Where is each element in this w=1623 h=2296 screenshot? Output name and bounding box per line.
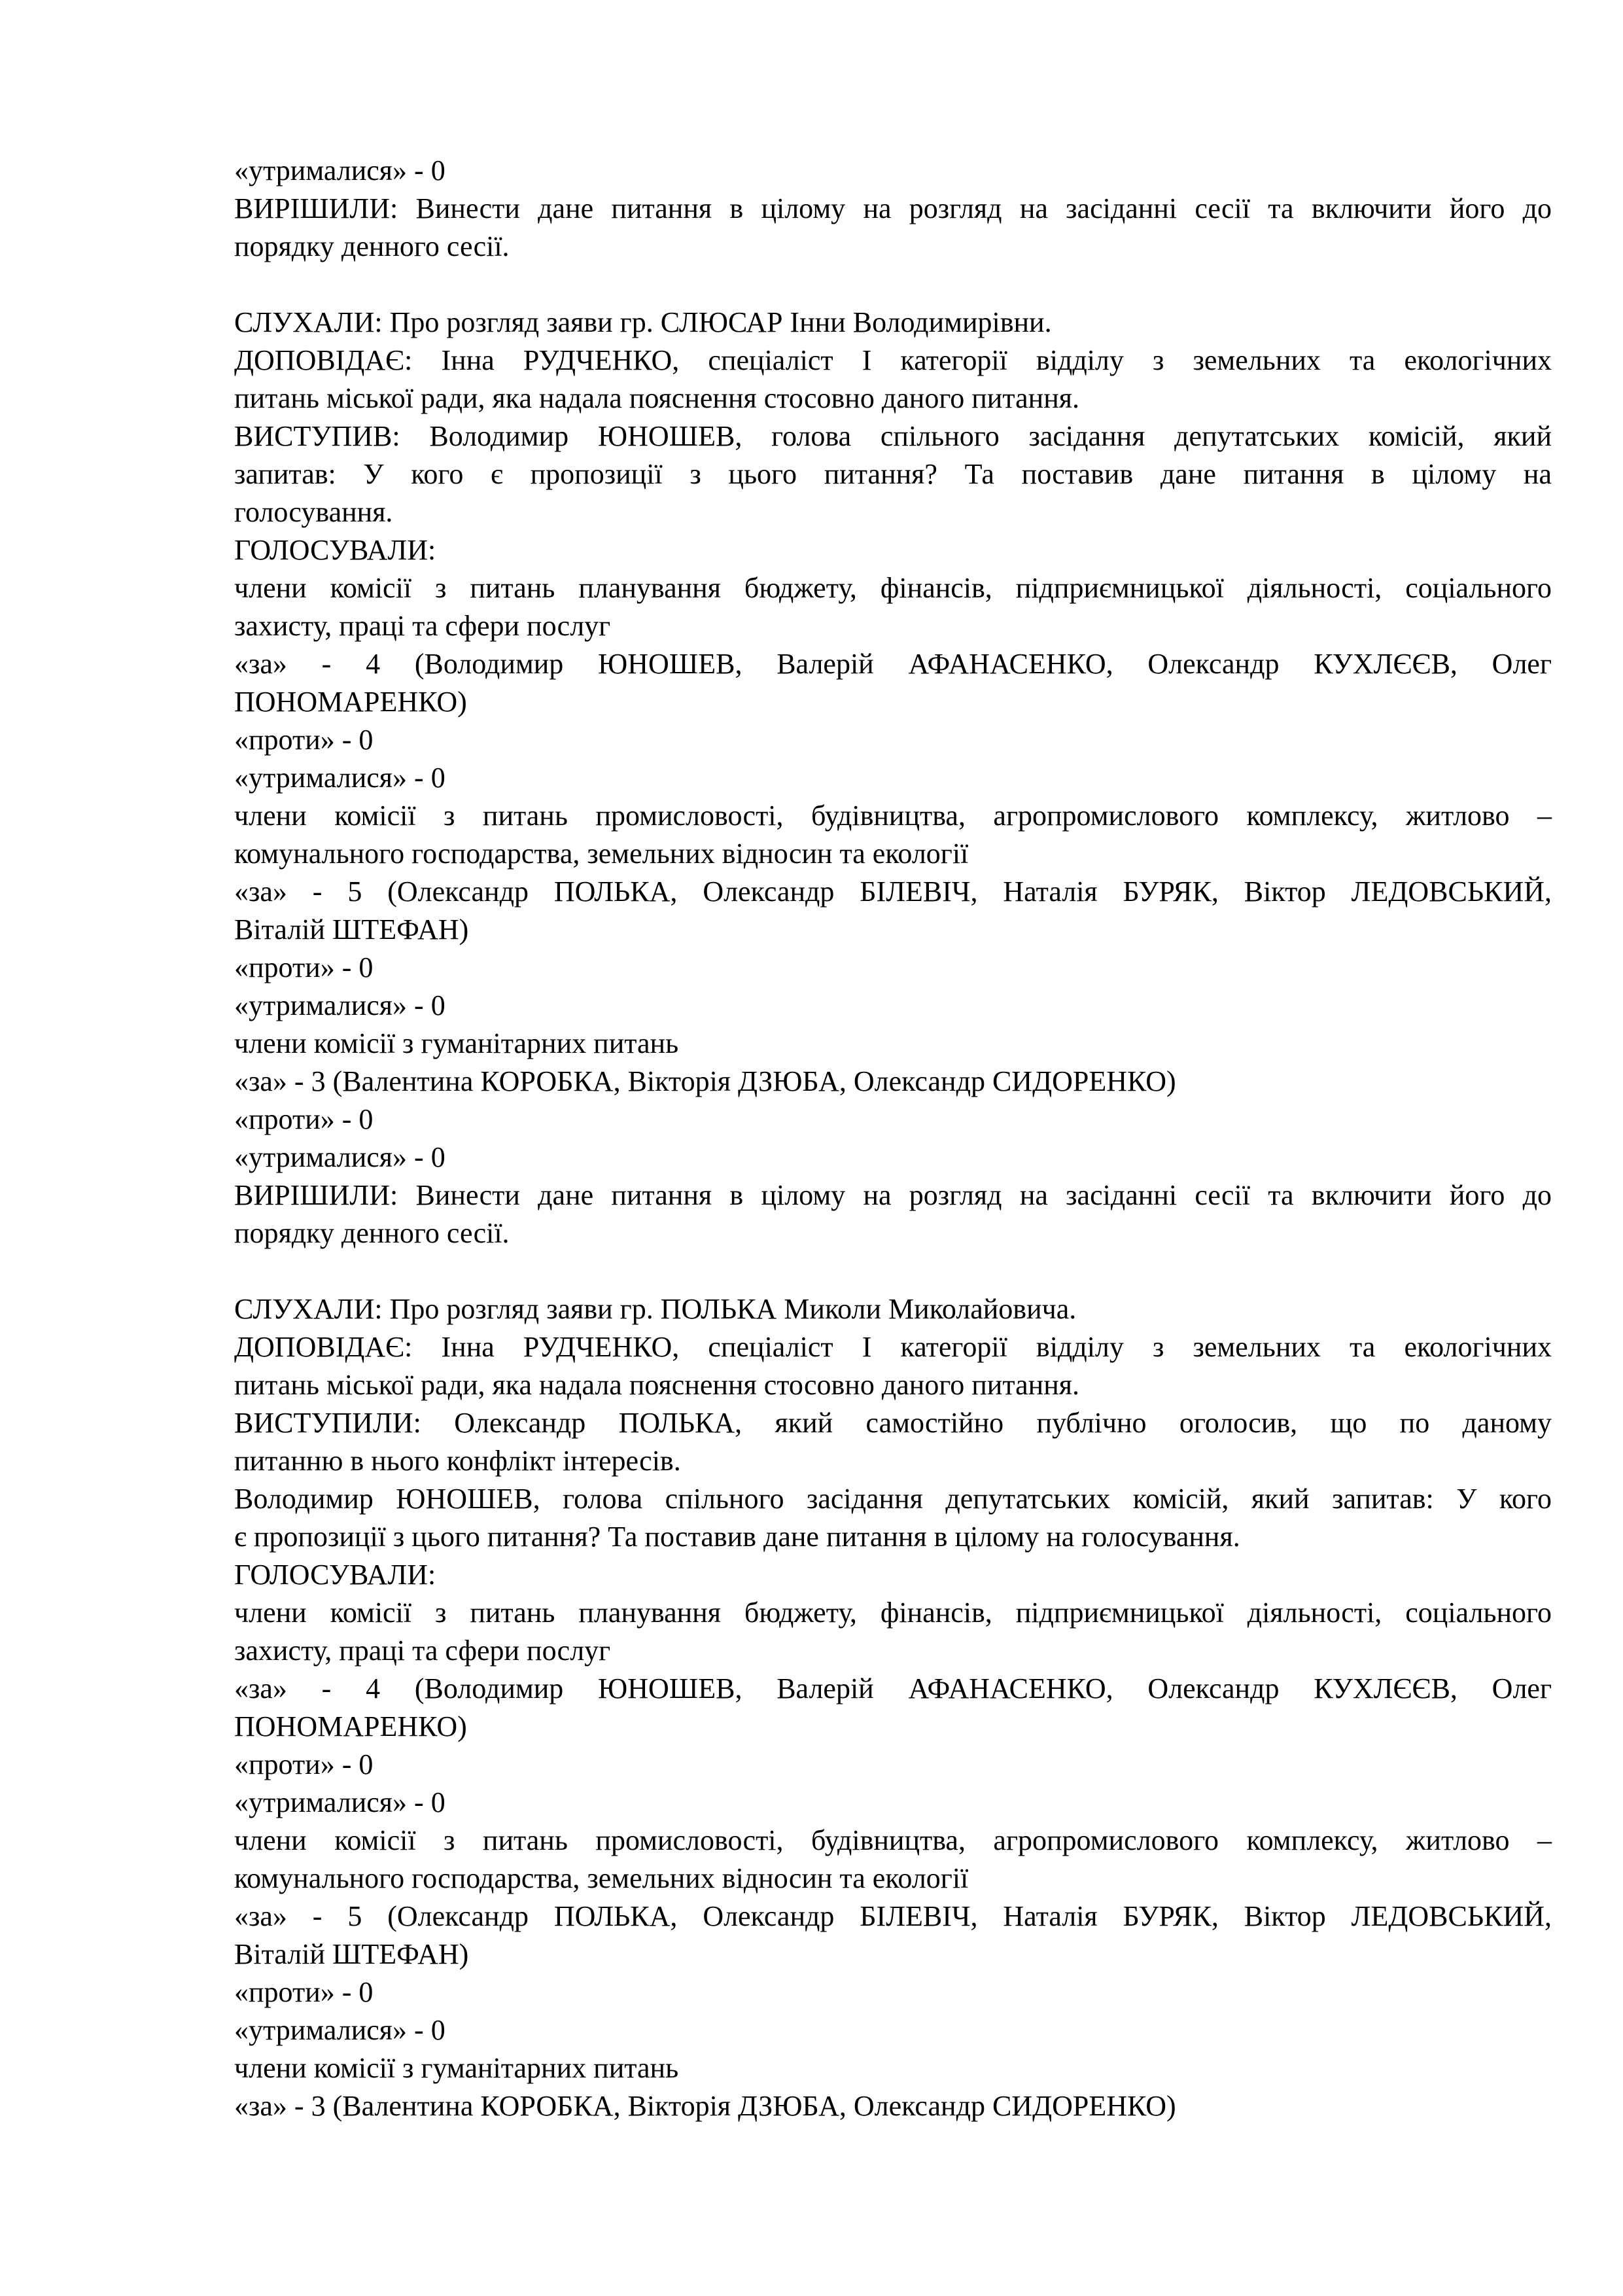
heard-line: СЛУХАЛИ: Про розгляд заяви гр. ПОЛЬКА Миколи Миколайовича. (234, 1293, 1077, 1325)
speaker-line: є пропозиції з цього питання? Та поставив дане питання в цілому на голосування. (234, 1521, 1240, 1553)
paragraph-spacer (234, 266, 1552, 304)
heard-line: СЛУХАЛИ: Про розгляд заяви гр. СЛЮСАР Інни Володимирівни. (234, 306, 1052, 338)
decision-line: порядку денного сесії. (234, 230, 510, 262)
decision-line: ВИРІШИЛИ: Винести дане питання в цілому на розгляд на засіданні сесії та включити його до (234, 1179, 1552, 1211)
reporter-line: ДОПОВІДАЄ: Інна РУДЧЕНКО, спеціаліст І категорії відділу з земельних та екологічних (234, 1331, 1552, 1363)
vote-for-line: ПОНОМАРЕНКО) (234, 686, 467, 718)
vote-for-line: «за» - 3 (Валентина КОРОБКА, Вікторія ДЗЮБА, Олександр СИДОРЕНКО) (234, 1065, 1176, 1097)
vote-abstain-line: «утрималися» - 0 (234, 2014, 445, 2046)
vote-against-line: «проти» - 0 (234, 724, 374, 756)
committee-line: захисту, праці та сфери послуг (234, 1634, 611, 1667)
vote-against-line: «проти» - 0 (234, 1748, 374, 1780)
voted-heading: ГОЛОСУВАЛИ: (234, 534, 436, 566)
committee-line: члени комісії з питань планування бюджету, фінансів, підприємницької діяльності, соціального (234, 572, 1552, 604)
paragraph-spacer (234, 1252, 1552, 1290)
speaker-line: запитав: У кого є пропозиції з цього питання? Та поставив дане питання в цілому на (234, 458, 1552, 490)
vote-against-line: «проти» - 0 (234, 951, 374, 983)
reporter-line: ДОПОВІДАЄ: Інна РУДЧЕНКО, спеціаліст І категорії відділу з земельних та екологічних (234, 344, 1552, 376)
reporter-line: питань міської ради, яка надала пояснення стосовно даного питання. (234, 1369, 1079, 1401)
committee-line: члени комісії з питань промисловості, будівництва, агропромислового комплексу, житлово – (234, 800, 1552, 832)
committee-line: захисту, праці та сфери послуг (234, 610, 611, 642)
committee-line: комунального господарства, земельних відносин та екології (234, 1862, 969, 1894)
vote-for-line: «за» - 4 (Володимир ЮНОШЕВ, Валерій АФАНАСЕНКО, Олександр КУХЛЄЄВ, Олег (234, 648, 1552, 680)
vote-against-line: «проти» - 0 (234, 1976, 374, 2008)
committee-line: члени комісії з питань промисловості, будівництва, агропромислового комплексу, житлово – (234, 1824, 1552, 1856)
vote-for-line: «за» - 3 (Валентина КОРОБКА, Вікторія ДЗЮБА, Олександр СИДОРЕНКО) (234, 2090, 1176, 2122)
vote-for-line: «за» - 4 (Володимир ЮНОШЕВ, Валерій АФАНАСЕНКО, Олександр КУХЛЄЄВ, Олег (234, 1672, 1552, 1704)
committee-line: члени комісії з гуманітарних питань (234, 2052, 679, 2084)
reporter-line: питань міської ради, яка надала пояснення стосовно даного питання. (234, 382, 1079, 414)
speaker-line: Володимир ЮНОШЕВ, голова спільного засідання депутатських комісій, який запитав: У кого (234, 1483, 1552, 1515)
committee-line: члени комісії з питань планування бюджету, фінансів, підприємницької діяльності, соціального (234, 1597, 1552, 1629)
vote-abstain-line: «утрималися» - 0 (234, 989, 445, 1021)
vote-abstain-line: «утрималися» - 0 (234, 1141, 445, 1173)
vote-for-line: Віталій ШТЕФАН) (234, 1938, 469, 1970)
vote-against-line: «проти» - 0 (234, 1103, 374, 1135)
vote-abstain-line: «утрималися» - 0 (234, 1786, 445, 1818)
speaker-line: питанню в нього конфлікт інтересів. (234, 1445, 681, 1477)
vote-abstain-line: «утрималися» - 0 (234, 762, 445, 794)
committee-line: члени комісії з гуманітарних питань (234, 1027, 679, 1059)
vote-for-line: Віталій ШТЕФАН) (234, 913, 469, 945)
decision-line: порядку денного сесії. (234, 1217, 510, 1249)
committee-line: комунального господарства, земельних відносин та екології (234, 838, 969, 870)
vote-for-line: «за» - 5 (Олександр ПОЛЬКА, Олександр БІЛЕВІЧ, Наталія БУРЯК, Віктор ЛЕДОВСЬКИЙ, (234, 875, 1552, 908)
speaker-line: ВИСТУПИВ: Володимир ЮНОШЕВ, голова спільного засідання депутатських комісій, який (234, 420, 1552, 452)
decision-line: ВИРІШИЛИ: Винести дане питання в цілому на розгляд на засіданні сесії та включити його до (234, 192, 1552, 224)
speaker-line: голосування. (234, 496, 393, 528)
vote-for-line: «за» - 5 (Олександр ПОЛЬКА, Олександр БІЛЕВІЧ, Наталія БУРЯК, Віктор ЛЕДОВСЬКИЙ, (234, 1900, 1552, 1932)
vote-abstain-line: «утрималися» - 0 (234, 154, 445, 186)
vote-for-line: ПОНОМАРЕНКО) (234, 1710, 467, 1742)
speaker-line: ВИСТУПИЛИ: Олександр ПОЛЬКА, який самостійно публічно оголосив, що по даному (234, 1407, 1552, 1439)
voted-heading: ГОЛОСУВАЛИ: (234, 1559, 436, 1591)
document-body (234, 152, 1552, 2125)
